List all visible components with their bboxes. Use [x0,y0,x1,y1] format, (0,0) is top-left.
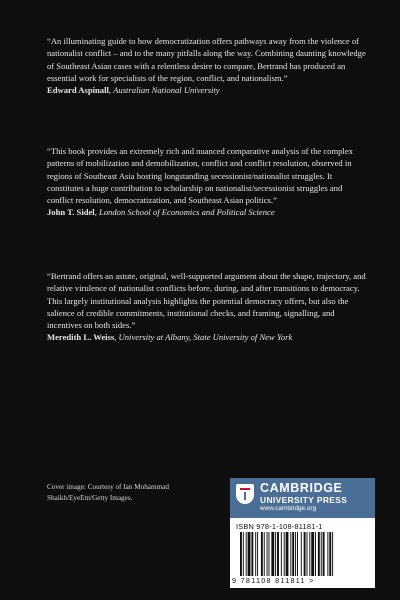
endorsement-quote: “Bertrand offers an astute, original, well-supported argument about the shape, trajectory, and relative virulence of nationalist conflicts before, during, and after transitions to democracy. This largely institutional analysis highlights the potential democracy offers, but also the salience of credible commitments, institutional checks, and framing, signalling, and incentives on both sides.” [47,271,366,331]
publisher-wordmark [260,482,347,513]
endorsement-2 [47,145,367,219]
endorsement-3 [47,270,367,344]
endorser-name: Meredith L. Weiss [47,332,115,343]
barcode-bar [281,532,282,576]
barcode-bar [261,532,263,576]
barcode-bar [318,532,320,576]
barcode-bar [269,532,270,576]
barcode-bar [297,532,298,576]
barcode-bar [243,532,244,576]
publisher-url: www.cambridge.org [260,505,317,512]
barcode-bar [277,532,279,576]
barcode-bar [329,532,331,576]
endorsement-attribution: Edward Aspinall, Australian National University [47,85,220,96]
endorsement-1 [47,35,367,96]
endorsement-quote: “An illuminating guide to how democratization offers pathways away from the violence of nationalist conflict – and to the many pitfalls along the way. Combining daunting knowledge of Southeast Asian cases with a relentless desire to compare, Bertrand has produced an essential work for specialists of the region, conflict, and nationalism.” [47,36,366,83]
barcode-bar [271,532,274,576]
endorser-affiliation: Australian National University [113,85,220,96]
barcode-bar [304,532,306,576]
barcode-bar [295,532,296,576]
barcode-bar [301,532,302,576]
barcode-bar [321,532,322,576]
publisher-logo [230,478,375,518]
barcode-bar [267,532,268,576]
barcode-bar [246,532,247,576]
endorsement-attribution: Meredith L. Weiss, University at Albany, State University of New York [47,332,293,343]
barcode-bar [251,532,253,576]
endorser-affiliation: University at Albany, State University of New York [118,332,293,343]
barcode-bar [315,532,316,576]
endorsement-quote: “This book provides an extremely rich and nuanced comparative analysis of the complex patterns of mobilization and demobilization, conflict and conflict resolution, observed in regions of Southeast Asia hosting longstanding secessionist/nationalist struggles. It constitutes a huge contribution to scholarship on nationalist/secessionist struggles and conflict resolution, democratization, and Southeast Asian politics.” [47,146,353,206]
cover-image-credit: Cover image: Courtesy of Ian Mohammad Shaikh/EyeEm/Getty Images. [47,483,169,502]
barcode-bar [327,532,328,576]
barcode-bar [309,532,310,576]
barcode-bar [292,532,294,576]
publisher-name: CAMBRIDGE [260,481,343,495]
barcode-bar [257,532,258,576]
isbn-label: ISBN 978-1-108-81181-1 [236,522,323,531]
barcode-bar [284,532,285,576]
barcode-bar [264,532,265,576]
barcode-bar [307,532,308,576]
barcode-bar [275,532,276,576]
barcode [238,532,366,576]
endorser-affiliation: London School of Economics and Political Science [98,207,275,218]
barcode-bar [286,532,289,576]
endorsement-attribution: John T. Sidel, London School of Economics and Political Science [47,207,275,218]
barcode-bar [332,532,333,576]
endorser-name: John T. Sidel [47,207,95,218]
barcode-bar [290,532,291,576]
crest-icon [236,484,254,504]
barcode-bar [311,532,314,576]
endorser-name: Edward Aspinall [47,85,109,96]
publisher-subtitle: UNIVERSITY PRESS [260,495,348,505]
publisher-block [230,478,375,588]
barcode-digits: 9 781108 811811 > [232,576,315,585]
barcode-bar [248,532,251,576]
barcode-bar [240,532,242,576]
barcode-bar [323,532,325,576]
barcode-bar [255,532,256,576]
